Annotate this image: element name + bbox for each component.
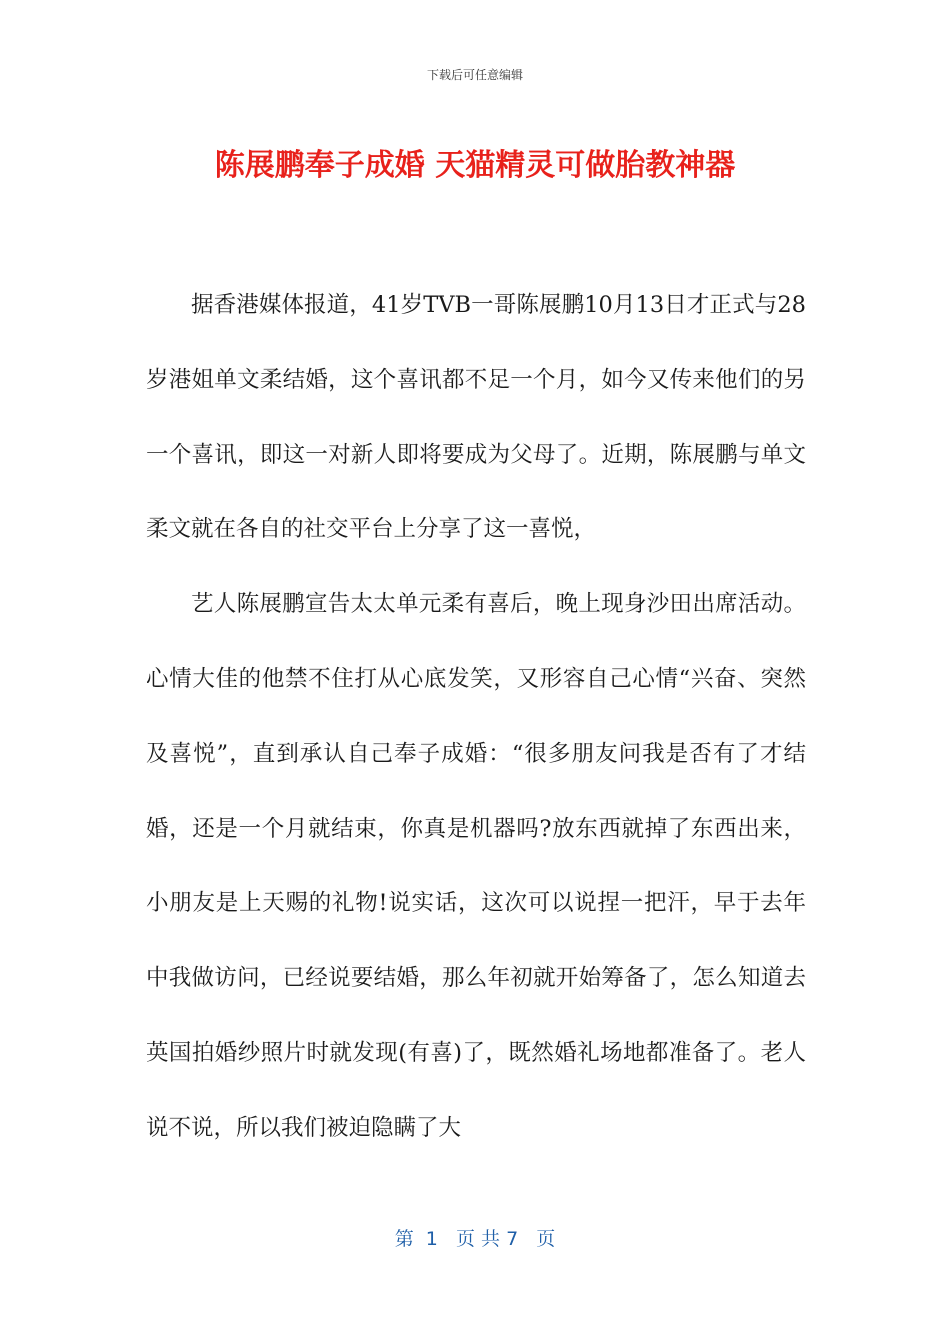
document-body [146, 268, 806, 1166]
paragraph-2: 艺人陈展鹏宣告太太单元柔有喜后，晚上现身沙田出席活动。心情大佳的他禁不住打从心底发笑，又形容自己心情“兴奋、突然及喜悦”，直到承认自己奉子成婚：“很多朋友问我是否有了才结婚，还是一个月就结束，你真是机器吗?放东西就掉了东西出来，小朋友是上天赐的礼物!说实话，这次可以说捏一把汗，早于去年中我做访问，已经说要结婚，那么年初就开始筹备了，怎么知道去英国拍婚纱照片时就发现(有喜)了，既然婚礼场地都准备了。老人说不说，所以我们被迫隐瞒了大 [146, 591, 806, 1141]
paragraph-1: 据香港媒体报道，41岁TVB一哥陈展鹏10月13日才正式与28岁港姐单文柔结婚，这个喜讯都不足一个月，如今又传来他们的另一个喜讯，即这一对新人即将要成为父母了。近期，陈展鹏与单文柔文就在各自的社交平台上分享了这一喜悦， [146, 292, 806, 543]
page-number-footer: 第 1 页 共 7 页 [394, 1228, 556, 1250]
header-note: 下载后可任意编辑 [426, 68, 523, 82]
document-title: 陈展鹏奉子成婚 天猫精灵可做胎教神器 [214, 148, 736, 183]
